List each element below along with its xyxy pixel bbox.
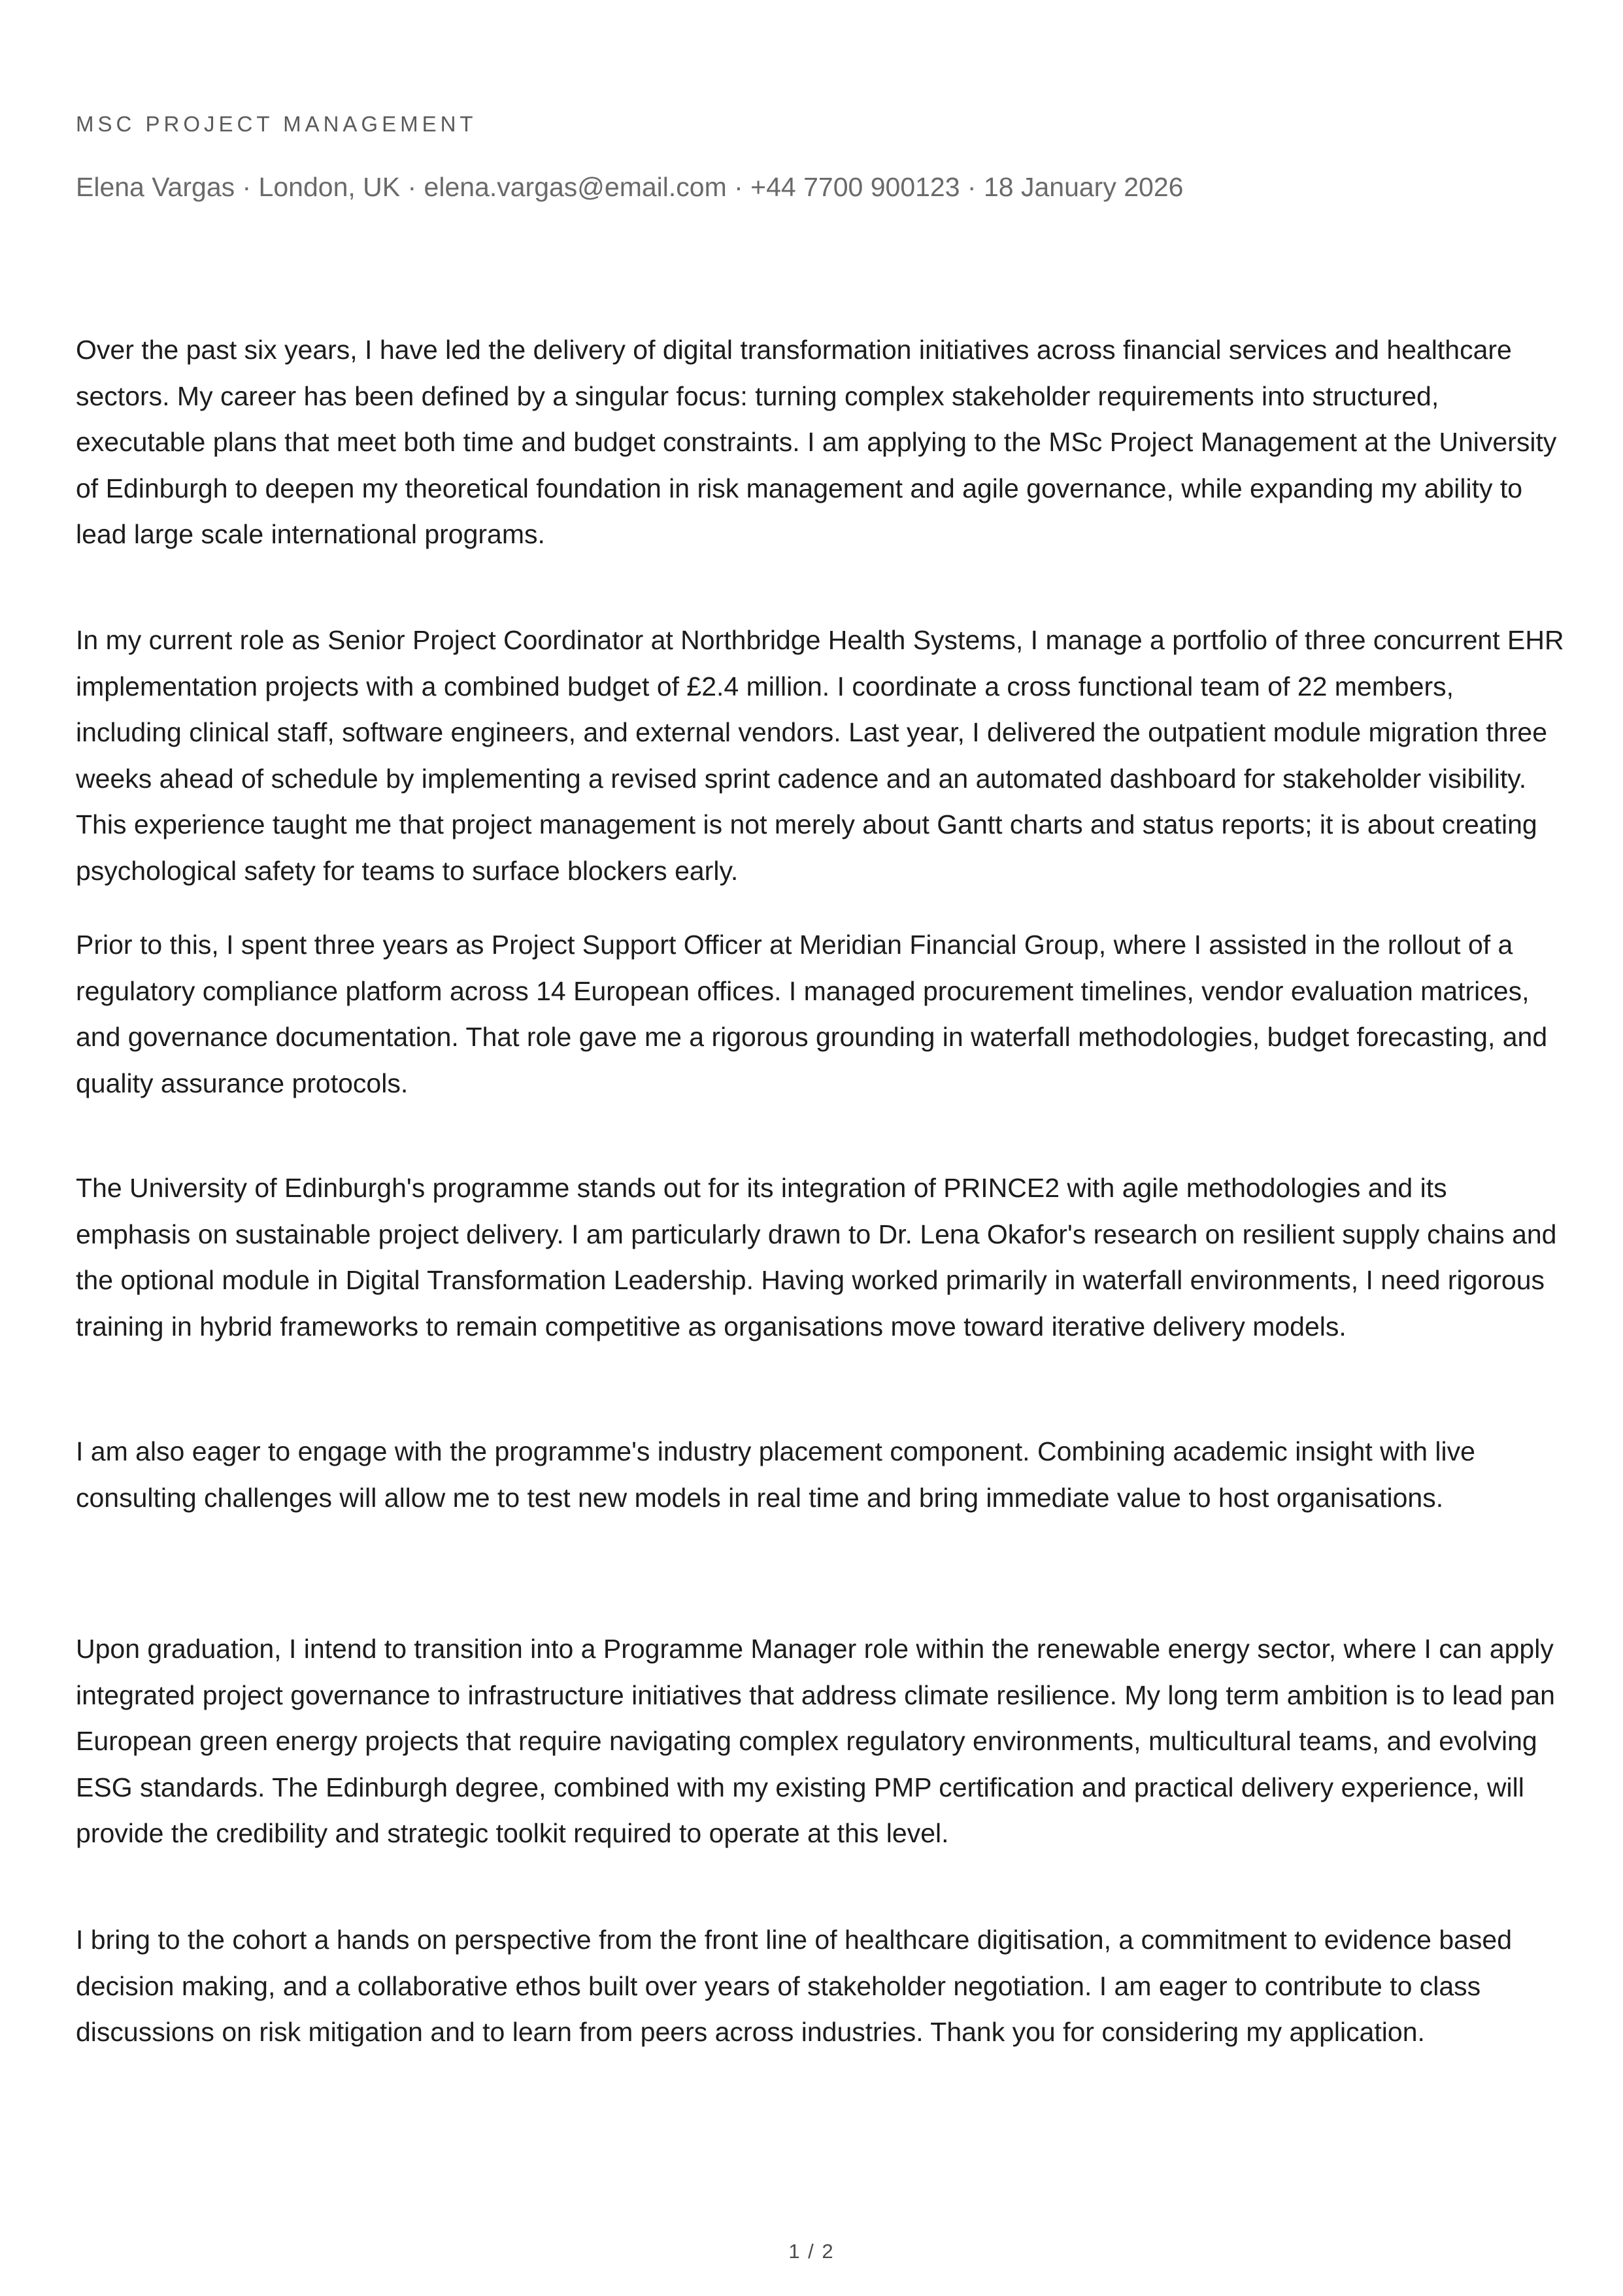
paragraph-intro: Over the past six years, I have led the delivery of digital transformation initiatives across financial services and healthcare sectors. My career has been defined by a singular focus: turning complex stakeholder requirements into structured, executable plans that meet both time and budget constraints. I am applying to the MSc Project Management at the University of Edinburgh to deepen my theoretical foundation in risk management and agile governance, while expanding my ability to lead large scale international programs. [76, 335, 1557, 549]
paragraph-placement: I am also eager to engage with the programme's industry placement component. Combining academic insight with live consulting challenges will allow me to test new models in real time and bring immediate value to host organisations. [76, 1436, 1475, 1513]
paragraph-current-role: In my current role as Senior Project Coordinator at Northbridge Health Systems, I manage a portfolio of three concurrent EHR implementation projects with a combined budget of £2.4 million. I coordinate a cross functional team of 22 members, including clinical staff, software engineers, and external vendors. Last year, I delivered the outpatient module migration three weeks ahead of schedule by implementing a revised sprint cadence and an automated dashboard for stakeholder visibility. This experience taught me that project management is not merely about Gantt charts and status reports; it is about creating psychological safety for teams to surface blockers early. [76, 625, 1564, 886]
contact-line: Elena Vargas · London, UK · elena.vargas@email.com · +44 7700 900123 · 18 January 2026 [76, 172, 1184, 202]
paragraph-career-goals: Upon graduation, I intend to transition into a Programme Manager role within the renewable energy sector, where I can apply integrated project governance to infrastructure initiatives that address climate resilience. My long term ambition is to lead pan European green energy projects that require navigating complex regulatory environments, multicultural teams, and evolving ESG standards. The Edinburgh degree, combined with my existing PMP certification and practical delivery experience, will provide the credibility and strategic toolkit required to operate at this level. [76, 1634, 1555, 1848]
paragraph-programme-fit: The University of Edinburgh's programme stands out for its integration of PRINCE2 with agile methodologies and its emphasis on sustainable project delivery. I am particularly drawn to Dr. Lena Okafor's research on resilient supply chains and the optional module in Digital Transformation Leadership. Having worked primarily in waterfall environments, I need rigorous training in hybrid frameworks to remain competitive as organisations move toward iterative delivery models. [76, 1173, 1557, 1342]
paragraph-closing: I bring to the cohort a hands on perspective from the front line of healthcare digitisation, a commitment to evidence based decision making, and a collaborative ethos built over years of stakeholder negotiation. I am eager to contribute to class discussions on risk mitigation and to learn from peers across industries. Thank you for considering my application. [76, 1925, 1513, 2047]
paragraph-prior-role: Prior to this, I spent three years as Project Support Officer at Meridian Financial Group, where I assisted in the rollout of a regulatory compliance platform across 14 European offices. I managed procurement timelines, vendor evaluation matrices, and governance documentation. That role gave me a rigorous grounding in waterfall methodologies, budget forecasting, and quality assurance protocols. [76, 930, 1548, 1098]
page-number: 1 / 2 [788, 2240, 835, 2263]
programme-heading: MSC PROJECT MANAGEMENT [76, 112, 477, 136]
